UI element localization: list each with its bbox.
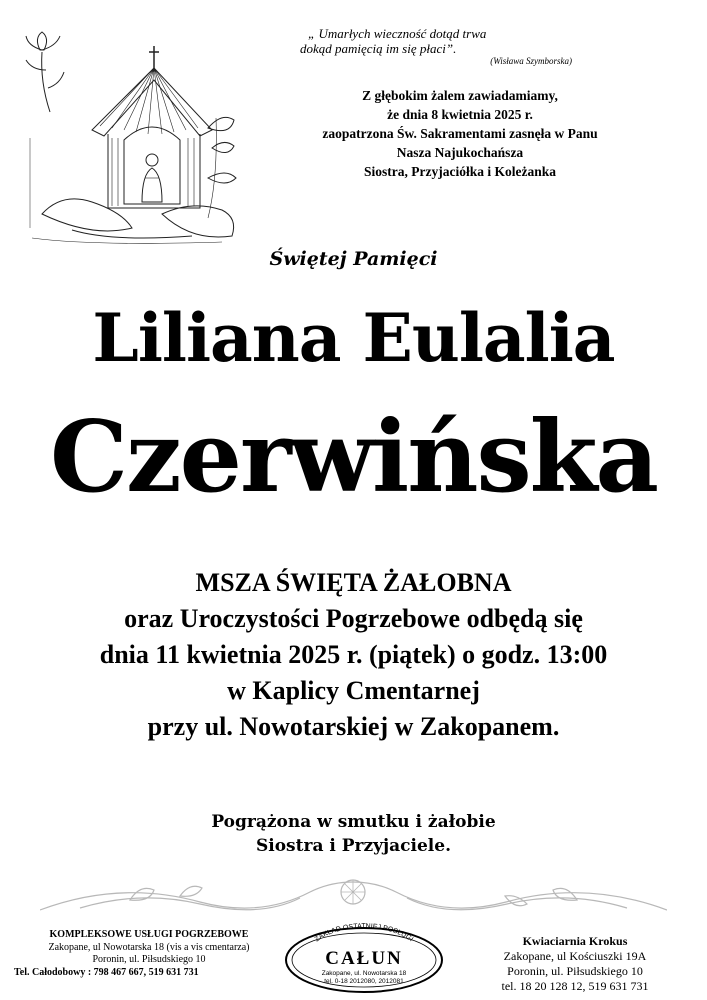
mass-line-2: oraz Uroczystości Pogrzebowe odbędą się [124,604,583,633]
poem-quote [300,26,600,67]
logo-address: Zakopane, ul. Nowotarska 18 [321,970,407,977]
mass-line-3: dnia 11 kwietnia 2025 r. (piątek) o godz. 13:00 [99,640,608,669]
logo-arc-text: ZAKŁAD OSTATNIEJ POSŁUGI [313,922,415,944]
ornamental-divider [40,870,667,920]
quote-author: (Wisława Szymborska) [490,56,572,66]
logo-name: CAŁUN [325,948,403,969]
announcement-line-5: Siostra, Przyjaciółka i Koleżanka [364,164,556,179]
funeral-services-title: KOMPLEKSOWE USŁUGI POGRZEBOWE [49,929,249,940]
florist-address-1: Zakopane, ul Kościuszki 19A [503,949,647,963]
funeral-services-phone: Tel. Całodobowy : 798 467 667, 519 631 731 [14,966,199,978]
quote-line-1: „ Umarłych wieczność dotąd trwa [308,26,487,41]
announcement-line-2: że dnia 8 kwietnia 2025 r. [387,107,533,122]
logo-phone: tel. 0-18 2012080, 2012081 [324,978,404,985]
florist-title: Kwiaciarnia Krokus [522,934,628,948]
funeral-services-address-1: Zakopane, ul Nowotarska 18 (vis a vis cmentarza) [48,941,250,953]
mourners-line-1: Pogrążona w smutku i żałobie [211,812,496,832]
florist-phone: tel. 18 20 128 12, 519 631 731 [501,979,649,993]
announcement-line-4: Nasza Najukochańsza [396,145,524,160]
florist-info [448,934,702,994]
mourners-line-2: Siostra i Przyjaciele. [255,836,452,856]
funeral-services-info [14,929,284,979]
florist-address-2: Poronin, ul. Piłsudskiego 10 [507,964,643,978]
deceased-surname: Czerwińska [49,400,658,515]
death-announcement [300,86,620,181]
mass-line-5: przy ul. Nowotarskiej w Zakopanem. [147,712,560,741]
deceased-first-names: Liliana Eulalia [92,299,615,377]
mass-line-4: w Kaplicy Cmentarnej [227,676,480,705]
calun-logo [282,918,446,996]
announcement-line-3: zaopatrzona Św. Sakramentami zasnęła w Panu [322,126,598,141]
funeral-services-address-2: Poronin, ul. Piłsudskiego 10 [92,954,206,965]
announcement-line-1: Z głębokim żalem zawiadamiamy, [362,88,558,103]
in-memory-heading: Świętej Pamięci [269,248,438,270]
quote-line-2: dokąd pamięcią im się płaci”. [300,41,457,56]
funeral-mass-details [0,565,707,745]
mass-line-1: MSZA ŚWIĘTA ŻAŁOBNA [195,568,512,597]
mourners-note [0,810,707,858]
chapel-illustration [12,18,244,250]
